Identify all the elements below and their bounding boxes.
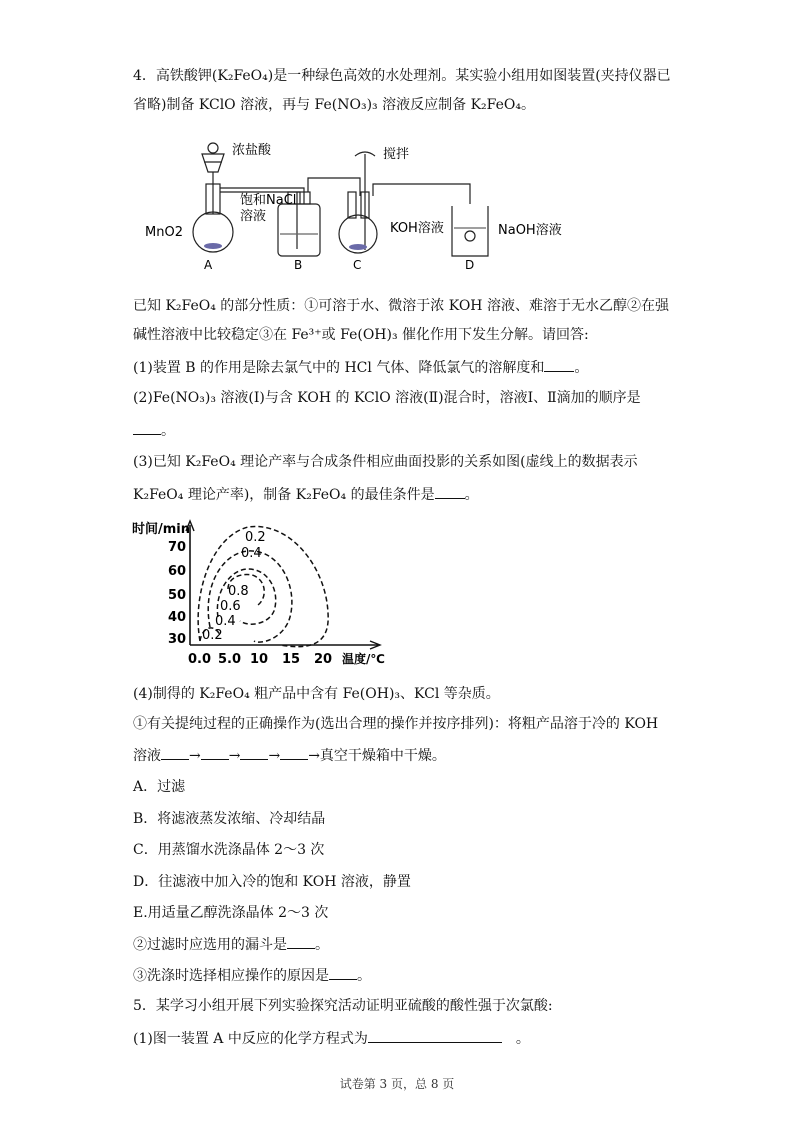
y-tick-label: 30 bbox=[168, 632, 187, 647]
answer-blank-2[interactable] bbox=[133, 420, 161, 435]
koh-solution bbox=[349, 244, 367, 250]
hcl-label: 浓盐酸 bbox=[232, 143, 272, 158]
stir-label: 搅拌 bbox=[383, 147, 410, 162]
option-c: C．用蒸馏水洗涤晶体 2～3 次 bbox=[133, 842, 325, 858]
answer-blank-4b[interactable] bbox=[201, 745, 229, 760]
answer-blank-5[interactable] bbox=[287, 934, 315, 949]
dropping-funnel bbox=[202, 154, 224, 172]
x-tick-label: 20 bbox=[314, 652, 333, 667]
label-d: D bbox=[465, 258, 475, 272]
y-tick-label: 60 bbox=[168, 564, 187, 579]
answer-blank-4c[interactable] bbox=[240, 745, 268, 760]
x-tick-label: 10 bbox=[250, 652, 269, 667]
answer-blank-1[interactable] bbox=[544, 357, 574, 372]
label-a: A bbox=[204, 258, 213, 272]
q4-part4-2: ②过滤时应选用的漏斗是 。 bbox=[133, 934, 329, 955]
label-b: B bbox=[294, 258, 303, 272]
answer-blank-7[interactable] bbox=[368, 1028, 502, 1043]
apparatus-diagram bbox=[140, 134, 580, 274]
option-a: A．过滤 bbox=[133, 779, 186, 795]
label-c: C bbox=[353, 258, 362, 272]
y-axis-label: 时间/min bbox=[132, 522, 191, 537]
x-axis-label: 温度/℃ bbox=[342, 652, 385, 666]
koh-label: KOH溶液 bbox=[390, 221, 444, 236]
x-tick-label: 5.0 bbox=[218, 652, 242, 667]
x-tick-label: 15 bbox=[282, 652, 301, 667]
contour-label: 0.6 bbox=[220, 599, 241, 614]
yield-contour-chart bbox=[130, 517, 400, 667]
contour-label: 0.8 bbox=[228, 584, 249, 599]
q4-part3b: K₂FeO₄ 理论产率)，制备 K₂FeO₄ 的最佳条件是 。 bbox=[133, 484, 479, 505]
answer-blank-4a[interactable] bbox=[161, 745, 189, 760]
q4-line1: 4．高铁酸钾(K₂FeO₄)是一种绿色高效的水处理剂。某实验小组用如图装置(夹持仪器已 bbox=[133, 68, 671, 84]
nacl-label: 饱和NaCl bbox=[240, 193, 297, 208]
contour-label: 0.2 bbox=[202, 628, 223, 643]
mno2-solid bbox=[204, 243, 222, 249]
y-tick-label: 50 bbox=[168, 588, 187, 603]
q4-part4-3: ③洗涤时选择相应操作的原因是 。 bbox=[133, 965, 371, 986]
y-tick-label: 40 bbox=[168, 610, 187, 625]
contour-label: 0.4 bbox=[215, 614, 236, 629]
y-tick-label: 70 bbox=[168, 540, 187, 555]
q4-part4: (4)制得的 K₂FeO₄ 粗产品中含有 Fe(OH)₃、KCl 等杂质。 bbox=[133, 686, 500, 702]
q4-part4-1a: ①有关提纯过程的正确操作为(选出合理的操作并按序排列)：将粗产品溶于冷的 KOH bbox=[133, 716, 659, 732]
x-tick-label: 0.0 bbox=[188, 652, 212, 667]
option-b: B．将滤液蒸发浓缩、冷却结晶 bbox=[133, 811, 326, 827]
q5-part1: (1)图一装置 A 中反应的化学方程式为 。 bbox=[133, 1028, 530, 1049]
option-d: D．往滤液中加入冷的饱和 KOH 溶液，静置 bbox=[133, 874, 411, 890]
known-line1: 已知 K₂FeO₄ 的部分性质：①可溶于水、微溶于浓 KOH 溶液、难溶于无水乙醇②在强 bbox=[133, 298, 669, 314]
option-e: E.用适量乙醇洗涤晶体 2～3 次 bbox=[133, 905, 329, 921]
q5-line1: 5．某学习小组开展下列实验探究活动证明亚硫酸的酸性强于次氯酸: bbox=[133, 998, 553, 1014]
q4-part1: (1)装置 B 的作用是除去氯气中的 HCl 气体、降低氯气的溶解度和 。 bbox=[133, 357, 588, 378]
mno2-label: MnO2 bbox=[145, 225, 183, 240]
answer-blank-3[interactable] bbox=[435, 484, 465, 499]
known-line2: 碱性溶液中比较稳定③在 Fe³⁺或 Fe(OH)₃ 催化作用下发生分解。请回答: bbox=[133, 327, 589, 343]
q4-part3a: (3)已知 K₂FeO₄ 理论产率与合成条件相应曲面投影的关系如图(虚线上的数据表示 bbox=[133, 454, 638, 470]
q4-part4-1b: 溶液 → → → →真空干燥箱中干燥。 bbox=[133, 745, 446, 766]
nacl-label2: 溶液 bbox=[240, 209, 267, 224]
contour-label: 0.2 bbox=[245, 530, 266, 545]
answer-blank-4d[interactable] bbox=[280, 745, 308, 760]
answer-blank-6[interactable] bbox=[329, 965, 357, 980]
naoh-label: NaOH溶液 bbox=[498, 223, 562, 238]
q4-line2: 省略)制备 KClO 溶液，再与 Fe(NO₃)₃ 溶液反应制备 K₂FeO₄。 bbox=[133, 97, 535, 113]
contour-label: 0.4 bbox=[241, 546, 262, 561]
q4-part2-cont: 。 bbox=[133, 420, 175, 441]
q4-part2: (2)Fe(NO₃)₃ 溶液(Ⅰ)与含 KOH 的 KClO 溶液(Ⅱ)混合时，溶液Ⅰ、Ⅱ滴加的顺序是 bbox=[133, 390, 641, 406]
page-footer: 试卷第 3 页，总 8 页 bbox=[339, 1077, 455, 1091]
bottle-b bbox=[278, 204, 320, 256]
